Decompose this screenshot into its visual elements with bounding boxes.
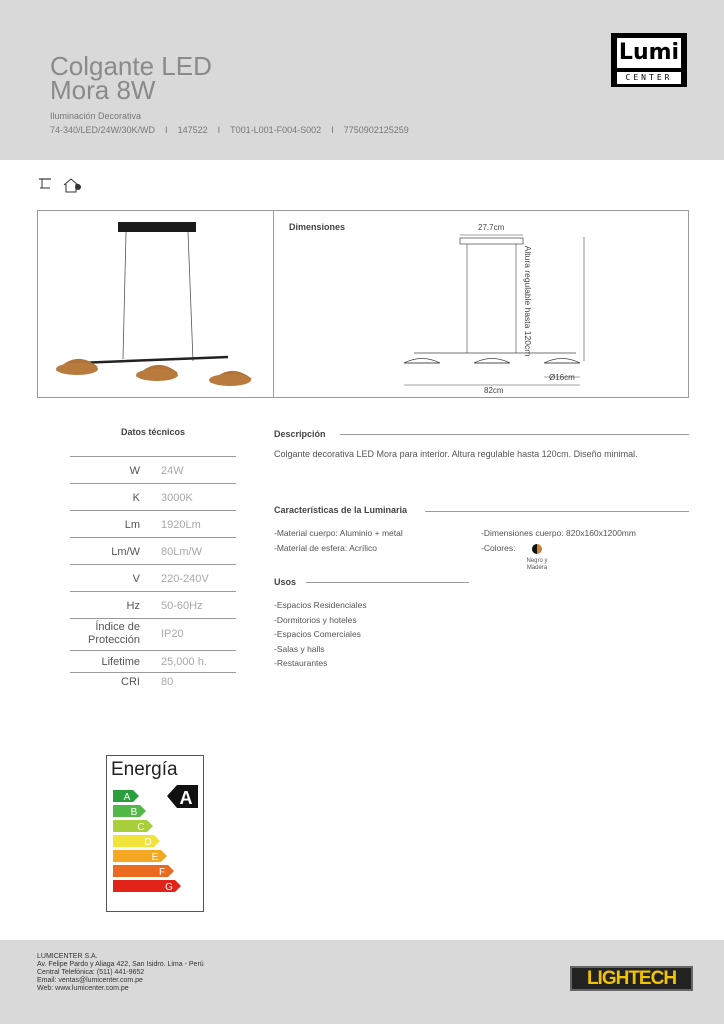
model-code: 74-340/LED/24W/30K/WD bbox=[50, 125, 156, 135]
characteristics-rule bbox=[425, 511, 689, 512]
tech-row-label: Lm/W bbox=[111, 545, 140, 558]
energy-label bbox=[106, 755, 204, 912]
usos-item: -Espacios Residenciales bbox=[274, 600, 367, 610]
tech-row-label: CRI bbox=[121, 676, 140, 688]
product-codes bbox=[50, 125, 409, 135]
footer-address bbox=[37, 953, 204, 993]
tech-row-label: K bbox=[132, 491, 140, 504]
indoor-house-icon bbox=[62, 177, 86, 195]
energy-rating-marker bbox=[167, 785, 198, 808]
tech-row-value: 220-240V bbox=[161, 572, 209, 585]
color-label-line2: Madera bbox=[526, 565, 548, 571]
color-swatch-icon bbox=[531, 543, 543, 555]
usos-item: -Dormitorios y hoteles bbox=[274, 614, 357, 625]
separator: I bbox=[165, 125, 168, 135]
usos-list bbox=[274, 598, 367, 671]
tech-row bbox=[70, 672, 236, 691]
product-category: Iluminación Decorativa bbox=[50, 111, 142, 121]
tech-row bbox=[70, 650, 236, 673]
tech-row-value: 80Lm/W bbox=[161, 545, 202, 558]
energy-class-b bbox=[113, 805, 146, 818]
family-code: T001-L001-F004-S002 bbox=[230, 125, 322, 135]
product-photo bbox=[38, 211, 273, 397]
tech-row-label: Hz bbox=[126, 599, 140, 612]
description-text: Colgante decorativa LED Mora para interior. Altura regulable hasta 120cm. Diseño minimal. bbox=[274, 449, 638, 459]
footer-web: Web: www.lumicenter.com.pe bbox=[37, 985, 129, 992]
usos-item: -Salas y halls bbox=[274, 643, 325, 654]
energy-class-f bbox=[113, 865, 174, 878]
energy-class-letter: B bbox=[130, 807, 138, 818]
energy-class-e bbox=[113, 850, 167, 863]
usos-title: Usos bbox=[274, 577, 297, 587]
footer-company: LUMICENTER S.A. bbox=[37, 953, 98, 960]
char-item: -Material de esfera: Acrílico bbox=[274, 542, 377, 553]
dim-top-width: 27.7cm bbox=[478, 223, 505, 232]
logo-center-text: CENTER bbox=[617, 72, 681, 84]
usos-item: -Espacios Comerciales bbox=[274, 629, 361, 639]
sku-code: 147522 bbox=[177, 125, 208, 135]
energy-class-d bbox=[113, 835, 160, 848]
tech-row-label: Lifetime bbox=[101, 656, 140, 668]
tech-row bbox=[70, 510, 236, 538]
description-title: Descripción bbox=[274, 429, 326, 439]
energy-class-letter: G bbox=[165, 882, 173, 893]
dimensions-drawing bbox=[274, 211, 688, 397]
energy-class-a bbox=[113, 790, 139, 803]
color-label-line1: Negro y bbox=[526, 558, 548, 564]
lightech-logo-text: LIGHTECH bbox=[586, 968, 677, 989]
pendant-mount-icon bbox=[38, 177, 54, 191]
tech-row bbox=[70, 591, 236, 619]
tech-row-value: 50-60Hz bbox=[161, 599, 203, 612]
energy-class-letter: C bbox=[137, 822, 145, 833]
energy-scale bbox=[107, 756, 203, 911]
dim-diameter: Ø16cm bbox=[549, 373, 575, 382]
tech-row-value: 25,000 h. bbox=[161, 656, 207, 668]
footer-street: Av. Felipe Pardo y Aliaga 422, San Isidro. Lima - Perú bbox=[37, 961, 204, 968]
tech-row-value: IP20 bbox=[161, 628, 184, 640]
product-image-box bbox=[37, 210, 689, 398]
energy-rating-letter: A bbox=[179, 788, 193, 808]
footer-email: Email: ventas@lumicenter.com.pe bbox=[37, 977, 143, 984]
description-rule bbox=[340, 434, 689, 435]
ean-code: 7750902125259 bbox=[343, 125, 409, 135]
tech-row-label: W bbox=[129, 464, 140, 477]
separator: I bbox=[217, 125, 221, 135]
energy-class-g bbox=[113, 880, 181, 893]
tech-row bbox=[70, 537, 236, 565]
usos-item: -Restaurantes bbox=[274, 658, 328, 668]
energy-class-c bbox=[113, 820, 153, 833]
separator: I bbox=[331, 125, 334, 135]
tech-data-title: Datos técnicos bbox=[120, 427, 186, 437]
tech-row-value: 1920Lm bbox=[161, 518, 201, 531]
dim-height: Altura regulable hasta 120cm bbox=[523, 245, 533, 357]
dimensions-label: Dimensiones bbox=[289, 222, 346, 232]
product-title-line1: Colgante LED bbox=[50, 51, 212, 81]
tech-row bbox=[70, 618, 236, 651]
product-title-line2: Mora 8W bbox=[50, 75, 156, 105]
color-label bbox=[516, 558, 558, 572]
tech-row-value: 24W bbox=[161, 464, 184, 477]
usos-rule bbox=[306, 582, 469, 583]
energy-class-letter: A bbox=[123, 792, 131, 803]
tech-row-value: 3000K bbox=[161, 491, 193, 504]
tech-row-label: Índice de Protección bbox=[88, 621, 140, 646]
characteristics-title: Características de la Luminaria bbox=[274, 505, 408, 515]
char-item: -Colores: bbox=[481, 542, 516, 553]
energy-class-letter: E bbox=[151, 852, 159, 863]
energy-title: Energía bbox=[111, 759, 178, 780]
lumicenter-logo bbox=[611, 33, 687, 87]
dim-total-width: 82cm bbox=[484, 386, 504, 395]
product-title bbox=[50, 51, 212, 105]
energy-class-letter: F bbox=[158, 867, 166, 878]
tech-row bbox=[70, 564, 236, 592]
tech-row-label: V bbox=[132, 572, 140, 585]
lightech-logo bbox=[570, 966, 693, 991]
characteristics-left bbox=[274, 526, 403, 555]
tech-row bbox=[70, 456, 236, 484]
tech-row-value: 80 bbox=[161, 676, 174, 688]
char-item: -Dimensiones cuerpo: 820x160x1200mm bbox=[481, 528, 636, 538]
tech-row bbox=[70, 483, 236, 511]
tech-row-label: Lm bbox=[124, 518, 140, 531]
footer-phone: Central Telefónica: (511) 441-9652 bbox=[37, 969, 145, 976]
logo-lumi-text: Lumi bbox=[617, 38, 681, 68]
characteristics-right bbox=[481, 526, 636, 555]
energy-class-letter: D bbox=[144, 837, 152, 848]
header-band bbox=[0, 0, 724, 160]
char-item: -Material cuerpo: Aluminio + metal bbox=[274, 528, 403, 538]
